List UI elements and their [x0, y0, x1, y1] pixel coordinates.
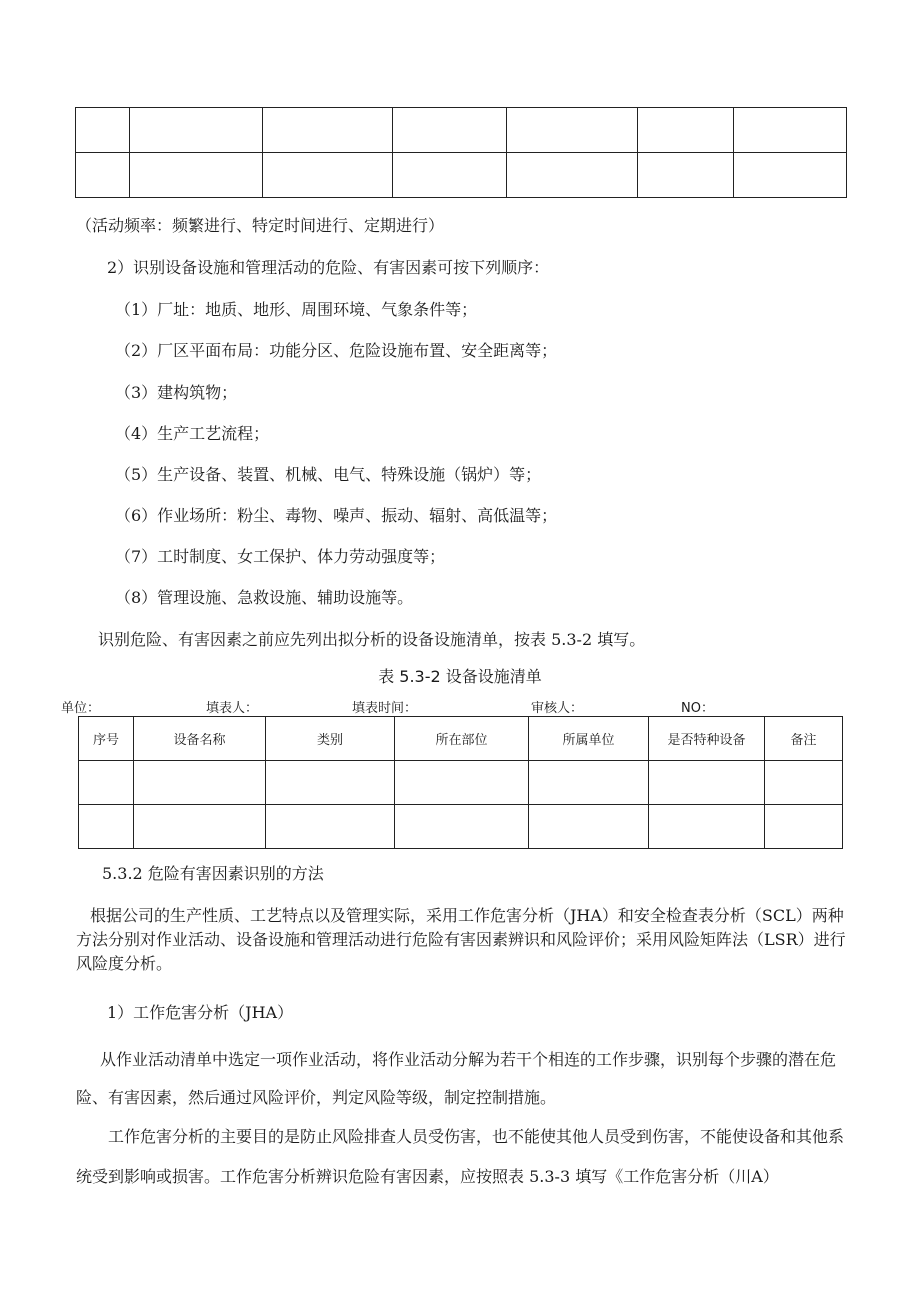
- header-cell: 序号: [79, 717, 134, 761]
- pre-table-text: 识别危险、有害因素之前应先列出拟分析的设备设施清单，按表 5.3-2 填写。: [98, 630, 646, 649]
- list-item: （6）作业场所：粉尘、毒物、噪声、振动、辐射、高低温等；: [115, 506, 558, 525]
- list-item: （5）生产设备、装置、机械、电气、特殊设施（锅炉）等；: [115, 465, 542, 484]
- meta-unit: 单位：: [61, 701, 101, 716]
- table-caption: 表 5.3-2 设备设施清单: [378, 667, 542, 686]
- equipment-table: [78, 716, 843, 849]
- table-cell: [263, 153, 393, 198]
- table-cell: [395, 761, 529, 805]
- table-cell: [130, 153, 263, 198]
- list-item: （4）生产工艺流程；: [115, 424, 270, 443]
- table-cell: [765, 761, 843, 805]
- paragraph-jha-purpose: 工作危害分析的主要目的是防止风险排查人员受伤害，也不能使其他人员受到伤害，不能使设备和其他系统受到影响或损害。工作危害分析辨识危险有害因素，应按照表 5.3-3 填写《工作危害分析（川A）: [76, 1127, 845, 1186]
- header-cell: 备注: [765, 717, 843, 761]
- table-cell: [76, 153, 130, 198]
- meta-no: NO：: [681, 701, 714, 716]
- list-item: （2）厂区平面布局：功能分区、危险设施布置、安全距离等；: [115, 341, 558, 360]
- table-cell: [734, 108, 847, 153]
- table-cell: [649, 761, 765, 805]
- table-cell: [649, 805, 765, 849]
- table-cell: [395, 805, 529, 849]
- meta-filler: 填表人：: [206, 701, 259, 716]
- header-cell: 类别: [266, 717, 395, 761]
- jha-subtitle: 1）工作危害分析（JHA）: [107, 1003, 294, 1022]
- table-cell: [134, 805, 266, 849]
- list-item: （3）建构筑物；: [115, 383, 238, 402]
- table-cell: [130, 108, 263, 153]
- table-cell: [638, 108, 734, 153]
- paragraph-jha: 从作业活动清单中选定一项作业活动，将作业活动分解为若干个相连的工作步骤，识别每个步骤的潜在危险、有害因素，然后通过风险评价，判定风险等级，制定控制措施。: [76, 1050, 837, 1107]
- list-item: （8）管理设施、急救设施、辅助设施等。: [115, 588, 414, 607]
- list-item: （1）厂址：地质、地形、周围环境、气象条件等；: [115, 300, 478, 319]
- table-cell: [638, 153, 734, 198]
- table-cell: [507, 108, 638, 153]
- header-cell: 是否特种设备: [649, 717, 765, 761]
- table-cell: [263, 108, 393, 153]
- table-cell: [76, 108, 130, 153]
- table-cell: [266, 761, 395, 805]
- top-table: [75, 107, 847, 198]
- table-cell: [507, 153, 638, 198]
- table-cell: [529, 805, 649, 849]
- header-cell: 所属单位: [529, 717, 649, 761]
- table-cell: [79, 805, 134, 849]
- table-cell: [79, 761, 134, 805]
- paragraph-methods: 根据公司的生产性质、工艺特点以及管理实际，采用工作危害分析（JHA）和安全检查表分析（SCL）两种方法分别对作业活动、设备设施和管理活动进行危险有害因素辨识和风险评价；采用风险矩阵法（LSR）进行风险度分析。: [76, 906, 846, 973]
- list-item: （7）工时制度、女工保护、体力劳动强度等；: [115, 547, 446, 566]
- list-intro: 2）识别设备设施和管理活动的危险、有害因素可按下列顺序：: [107, 258, 550, 277]
- meta-reviewer: 审核人：: [531, 701, 584, 716]
- table-cell: [393, 153, 507, 198]
- header-cell: 设备名称: [134, 717, 266, 761]
- table-cell: [134, 761, 266, 805]
- table-cell: [266, 805, 395, 849]
- header-cell: 所在部位: [395, 717, 529, 761]
- table-cell: [765, 805, 843, 849]
- table-cell: [393, 108, 507, 153]
- table-cell: [734, 153, 847, 198]
- meta-time: 填表时间：: [352, 701, 418, 716]
- section-title: 5.3.2 危险有害因素识别的方法: [102, 864, 324, 883]
- activity-frequency-note: （活动频率：频繁进行、特定时间进行、定期进行）: [76, 216, 445, 235]
- table-cell: [529, 761, 649, 805]
